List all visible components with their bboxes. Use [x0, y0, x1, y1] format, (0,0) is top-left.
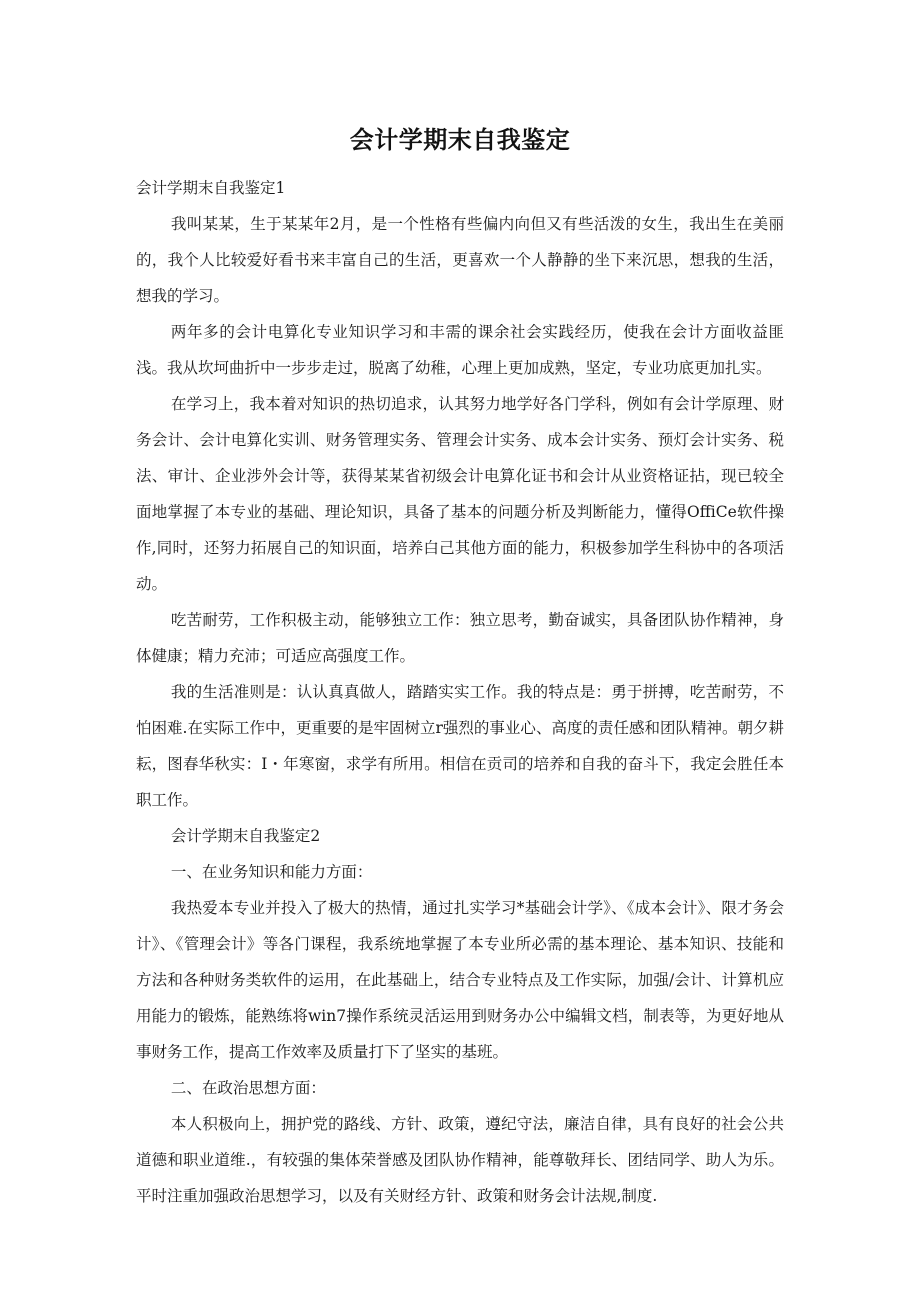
paragraph: 两年多的会计电算化专业知识学习和丰需的课余社会实践经历，使我在会计方面收益匪浅。我从坎坷曲折中一步步走过，脱离了幼稚，心理上更加成熟，坚定，专业功底更加扎实。: [136, 323, 784, 377]
paragraph: 我叫某某，生于某某年2月，是一个性格有些偏内向但又有些活泼的女生，我出生在美丽的，我个人比较爱好看书来丰富自己的生活，更喜欢一个人静静的坐下来沉思，想我的生活，想我的学习。: [136, 215, 784, 305]
paragraph: 我的生活准则是：认认真真做人，踏踏实实工作。我的特点是：勇于拼搏，吃苦耐劳，不怕困难.在实际工作中，更重要的是牢固树立r强烈的事业心、高度的责任感和团队精神。朝夕耕耘，图春华秋实：I・年寒窗，求学有所用。相信在贡司的培养和自我的奋斗下，我定会胜任本职工作。: [136, 683, 784, 809]
document-body: [136, 170, 784, 1214]
section-heading-2: 会计学期末自我鉴定2: [170, 827, 321, 845]
paragraph: 在学习上，我本着对知识的热切追求，认其努力地学好各门学科，例如有会计学原理、财务会计、会计电算化实训、财务管理实务、管理会计实务、成本会计实务、预灯会计实务、税法、审计、企业涉外会计等，获得某某省初级会计电算化证书和会计从业资格证拈，现已较全面地掌握了本专业的基础、理论知识，具备了基本的问题分析及判断能力，懂得OffiCe软件操作,同时，还努力拓展自己的知识面，培养白己其他方面的能力，积极参加学生科协中的各项活动。: [136, 395, 784, 593]
section-heading-1: 会计学期末自我鉴定1: [136, 179, 286, 197]
paragraph: 我热爱本专业并投入了极大的热情，通过扎实学习*基础会计学》、《成本会计》、限才务会计》、《管理会计》等各门课程，我系统地掌握了本专业所必需的基本理论、基本知识、技能和方法和各种财务类软件的运用，在此基础上，结合专业特点及工作实际，加强/会计、计算机应用能力的锻炼，能熟练将win7操作系统灵活运用到财务办公中编辑文档，制表等，为更好地从事财务工作，提高工作效率及质量打下了坚实的基班。: [136, 899, 784, 1061]
document-title: 会计学期末自我鉴定: [349, 126, 571, 154]
subsection-heading: 二、在政治思想方面：: [170, 1079, 326, 1097]
paragraph: 本人积极向上，拥护党的路线、方针、政策，遵纪守法，廉洁自律，具有良好的社会公共道德和职业道维.，有较强的集体荣誉感及团队协作精神，能尊敬拜长、团结同学、助人为乐。平时注重加强政治思想学习，以及有关财经方针、政策和财务会计法规,制度.: [136, 1115, 784, 1205]
subsection-heading: 一、在业务知识和能力方面：: [170, 863, 373, 881]
paragraph: 吃苦耐劳，工作积极主动，能够独立工作：独立思考，勤奋诚实，具备团队协作精神，身体健康；精力充沛；可适应高强度工作。: [136, 611, 784, 665]
